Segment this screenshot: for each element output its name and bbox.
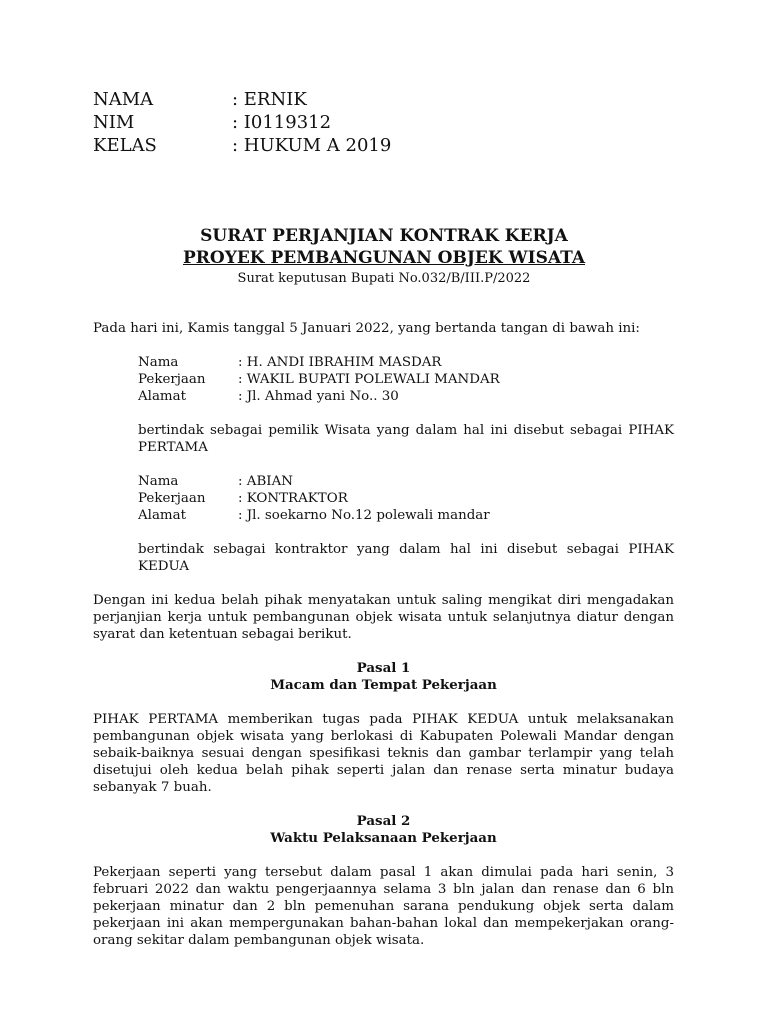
party2-details bbox=[138, 473, 674, 575]
class-value: : HUKUM A 2019 bbox=[232, 135, 392, 156]
party2-address-label: Alamat bbox=[138, 508, 186, 523]
party1-job-value: : WAKIL BUPATI POLEWALI MANDAR bbox=[238, 372, 500, 387]
pasal2-number: Pasal 2 bbox=[356, 813, 411, 829]
party1-name-label: Nama bbox=[138, 355, 179, 370]
intro-paragraph: Pada hari ini, Kamis tanggal 5 Januari 2022, yang bertanda tangan di bawah ini: bbox=[93, 321, 640, 336]
party1-job-label: Pekerjaan bbox=[138, 372, 206, 387]
student-name-row bbox=[93, 88, 391, 111]
party1-role: bertindak sebagai pemilik Wisata yang dalam hal ini disebut sebagai PIHAK PERTAMA bbox=[138, 423, 674, 455]
party1-address-value: : Jl. Ahmad yani No.. 30 bbox=[238, 389, 399, 404]
pasal2-heading: Waktu Pelaksanaan Pekerjaan bbox=[270, 830, 497, 846]
party1-address-row bbox=[138, 388, 674, 405]
party2-name-row bbox=[138, 473, 674, 490]
party2-address-row bbox=[138, 507, 674, 524]
pasal1-text: PIHAK PERTAMA memberikan tugas pada PIHAK KEDUA untuk melaksanakan pembangunan objek wisata yang berlokasi di Kabupaten Polewali Mandar dengan sebaik-baiknya sesuai dengan spesifikasi teknis dan gambar terlampir yang telah disetujui oleh kedua belah pihak seperti jalan dan renase serta minatur budaya sebanyak 7 buah. bbox=[93, 712, 674, 795]
document-title bbox=[0, 225, 768, 288]
student-info bbox=[93, 88, 391, 157]
party1-address-label: Alamat bbox=[138, 389, 186, 404]
nim-value: : I0119312 bbox=[232, 112, 332, 133]
name-label: NAMA bbox=[93, 89, 154, 110]
party2-name-value: : ABIAN bbox=[238, 474, 293, 489]
party1-name-row bbox=[138, 354, 674, 371]
pasal1-heading: Macam dan Tempat Pekerjaan bbox=[270, 677, 497, 693]
pasal2-text: Pekerjaan seperti yang tersebut dalam pasal 1 akan dimulai pada hari senin, 3 februari 2022 dan waktu pengerjaannya selama 3 bln jalan dan renase dan 6 bln pekerjaan minatur dan 2 bln pemenuhan sarana pendukung objek serta dalam pekerjaan ini akan mempergunakan bahan-bahan lokal dan mempekerjakan orang-orang sekitar dalam pembangunan objek wisata. bbox=[93, 865, 674, 948]
contract-body bbox=[93, 320, 674, 949]
title-line-1: SURAT PERJANJIAN KONTRAK KERJA bbox=[200, 226, 568, 246]
party2-role: bertindak sebagai kontraktor yang dalam hal ini disebut sebagai PIHAK KEDUA bbox=[138, 542, 674, 574]
class-label: KELAS bbox=[93, 135, 157, 156]
party2-name-label: Nama bbox=[138, 474, 179, 489]
party2-job-value: : KONTRAKTOR bbox=[238, 491, 348, 506]
agreement-paragraph: Dengan ini kedua belah pihak menyatakan untuk saling mengikat diri mengadakan perjanjian kerja untuk pembangunan objek wisata untuk selanjutnya diatur dengan syarat dan ketentuan sebagai berikut. bbox=[93, 593, 674, 642]
name-value: : ERNIK bbox=[232, 89, 307, 110]
student-nim-row bbox=[93, 111, 391, 134]
title-line-2: PROYEK PEMBANGUNAN OBJEK WISATA bbox=[182, 248, 586, 268]
party2-address-value: : Jl. soekarno No.12 polewali mandar bbox=[238, 508, 490, 523]
party2-job-row bbox=[138, 490, 674, 507]
nim-label: NIM bbox=[93, 112, 135, 133]
party1-name-value: : H. ANDI IBRAHIM MASDAR bbox=[238, 355, 442, 370]
decree-reference: Surat keputusan Bupati No.032/B/III.P/2022 bbox=[237, 271, 531, 286]
pasal1-number: Pasal 1 bbox=[356, 660, 411, 676]
party2-job-label: Pekerjaan bbox=[138, 491, 206, 506]
party1-job-row bbox=[138, 371, 674, 388]
student-class-row bbox=[93, 134, 391, 157]
party1-details bbox=[138, 354, 674, 456]
